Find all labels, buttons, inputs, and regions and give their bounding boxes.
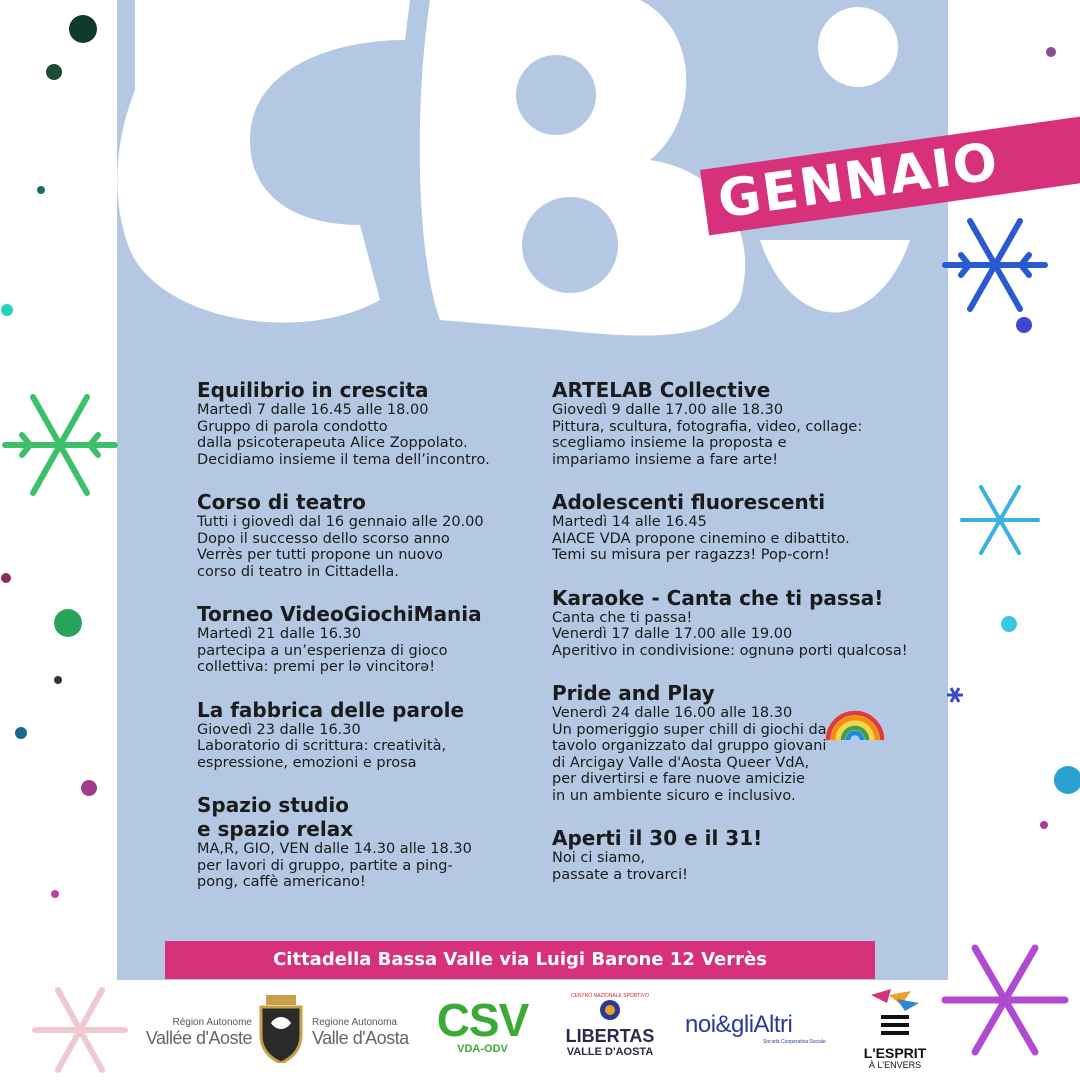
event-detail: espressione, emozioni e prosa <box>197 754 417 771</box>
event-detail: AIACE VDA propone cinemino e dibattito. <box>552 530 850 547</box>
b-hole-top <box>516 55 596 135</box>
event-card <box>197 698 537 772</box>
event-detail: tavolo organizzato dal gruppo giovani <box>552 738 827 754</box>
event-detail: partecipa a un’esperienza di gioco <box>197 642 448 659</box>
event-card <box>552 490 944 564</box>
event-detail: Pittura, scultura, fotografia, video, collage: <box>552 418 863 435</box>
event-detail: pong, caffè americano! <box>197 874 366 890</box>
event-detail: per divertirsi e fare nuove amicizie <box>552 771 805 787</box>
event-card <box>552 378 944 468</box>
event-detail: Aperitivo in condivisione: ognunə porti qualcosa! <box>552 642 908 659</box>
event-detail: Un pomeriggio super chill di giochi da <box>552 721 827 738</box>
coat-of-arms-icon <box>256 995 306 1063</box>
event-title: ARTELAB Collective <box>552 378 771 402</box>
event-card <box>197 378 537 468</box>
big-dot <box>818 7 898 87</box>
event-title: Adolescenti fluorescenti <box>552 490 826 514</box>
libertas-emblem-icon <box>599 999 621 1021</box>
events-right-column <box>552 378 944 905</box>
big-letter-c <box>117 0 410 323</box>
region-it-logo: Regione Autonoma Valle d'Aosta <box>312 1017 409 1048</box>
csv-logo: CSV VDA-ODV <box>436 994 529 1055</box>
noi-e-gli-altri-logo: noi&gliAltri Società Cooperativa Sociale <box>685 1011 826 1045</box>
event-detail: Venerdì 24 dalle 16.00 alle 18.30 <box>552 705 793 721</box>
event-title: Pride and Play <box>552 681 715 705</box>
event-card <box>197 490 537 580</box>
event-detail: Decidiamo insieme il tema dell’incontro. <box>197 451 490 468</box>
event-card <box>197 602 537 676</box>
event-detail: Canta che ti passa! <box>552 609 693 626</box>
event-detail: Martedì 14 alle 16.45 <box>552 514 707 530</box>
event-card <box>552 826 944 883</box>
event-title: La fabbrica delle parole <box>197 697 465 722</box>
event-card <box>197 793 537 891</box>
event-detail: Martedì 7 dalle 16.45 alle 18.00 <box>197 402 429 418</box>
snowflake-icon <box>945 221 1045 309</box>
event-detail: Noi ci siamo, <box>552 850 646 866</box>
event-detail: Verrès per tutti propone un nuovo <box>197 547 443 563</box>
event-detail: Dopo il successo dello scorso anno <box>197 530 450 547</box>
event-detail: collettiva: premi per lə vincitorə! <box>197 659 436 675</box>
event-detail: impariamo insieme a fare arte! <box>552 451 779 468</box>
events-left-column <box>197 378 537 913</box>
snowflake-icon <box>35 990 125 1070</box>
event-detail: Temi su misura per ragazzз! Pop-corn! <box>552 547 830 563</box>
event-detail: Gruppo di parola condotto <box>197 418 388 435</box>
event-detail: in un ambiente sicuro e inclusivo. <box>552 787 796 804</box>
snowflake-icon <box>947 688 963 702</box>
rainbow-icon <box>824 694 886 740</box>
event-detail: Tutti i giovedì dal 16 gennaio alle 20.00 <box>197 514 484 530</box>
event-detail: Laboratorio di scrittura: creatività, <box>197 738 447 754</box>
event-detail: Venerdì 17 dalle 17.00 alle 19.00 <box>552 626 793 642</box>
month-title: GENNAIO <box>714 131 1003 231</box>
event-card <box>552 586 944 660</box>
esprit-emblem-icon <box>867 989 923 1041</box>
event-detail: di Arcigay Valle d'Aosta Queer VdA, <box>552 754 810 771</box>
event-detail: Martedì 21 dalle 16.30 <box>197 626 362 642</box>
event-detail: scegliamo insieme la proposta e <box>552 435 787 451</box>
big-letter-v <box>760 240 910 312</box>
snowflake-icon <box>945 948 1065 1052</box>
event-detail: Giovedì 23 dalle 16.30 <box>197 721 361 738</box>
event-title: Torneo VideoGiochiMania <box>197 602 482 626</box>
region-fr-logo: Région Autonome Vallée d'Aoste <box>145 1017 252 1048</box>
event-title: Karaoke - Canta che ti passa! <box>552 585 884 610</box>
snowflake-icon <box>5 397 115 493</box>
event-detail: MA,R, GIO, VEN dalle 14.30 alle 18.30 <box>197 841 472 857</box>
event-detail: Giovedì 9 dalle 17.00 alle 18.30 <box>552 402 784 418</box>
b-hole-bottom <box>522 197 618 293</box>
event-detail: dalla psicoterapeuta Alice Zoppolato. <box>197 435 468 451</box>
event-title: Spazio studio e spazio relax <box>197 793 354 841</box>
address-bar: Cittadella Bassa Valle via Luigi Barone 12 Verrès <box>165 941 875 979</box>
esprit-logo: L'ESPRIT À L'ENVERS <box>855 989 935 1070</box>
event-detail: per lavori di gruppo, partite a ping- <box>197 857 453 874</box>
sponsor-logos <box>130 985 950 1075</box>
snowflake-icon <box>962 487 1038 553</box>
event-title: Aperti il 30 e il 31! <box>552 826 763 850</box>
event-detail: corso di teatro in Cittadella. <box>197 563 399 580</box>
event-detail: passate a trovarci! <box>552 866 688 883</box>
event-title: Equilibrio in crescita <box>197 378 429 402</box>
libertas-logo: CENTRO NAZIONALE SPORTIVO LIBERTAS VALLE D'AOSTA <box>565 993 655 1058</box>
event-title: Corso di teatro <box>197 490 366 514</box>
